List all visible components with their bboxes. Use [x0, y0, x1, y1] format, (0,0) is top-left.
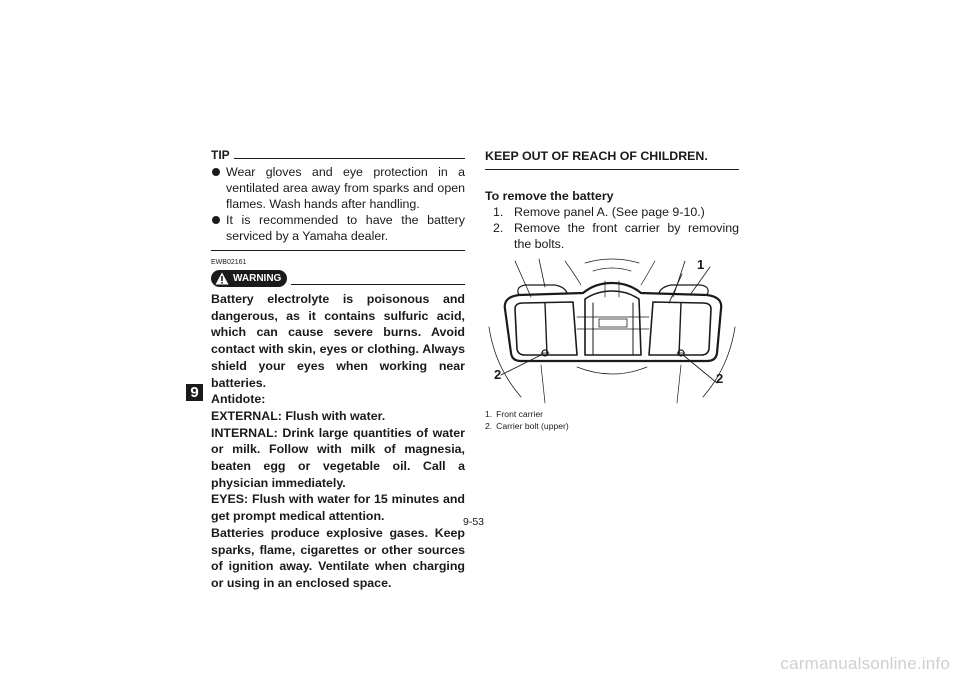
warning-label: WARNING [233, 273, 282, 284]
procedure-steps [485, 204, 739, 252]
left-column [211, 148, 465, 592]
warning-heading [211, 270, 465, 287]
warning-badge [211, 270, 287, 287]
caption-item [485, 408, 739, 420]
tip-bullet-text: It is recommended to have the battery serviced by a Yamaha dealer. [226, 213, 465, 243]
warning-paragraph: Batteries produce explosive gases. Keep sparks, flame, cigarettes or other sources of ignition away. Ventilate when charging or using in an enclosed space. [211, 525, 465, 590]
procedure-step [485, 220, 739, 252]
callout-carrier-bolt-right: 2 [716, 371, 724, 386]
warning-rule [291, 284, 465, 285]
warning-paragraph: EYES: Flush with water for 15 minutes and get prompt medical attention. [211, 492, 465, 524]
warning-paragraph: Battery electrolyte is poisonous and dangerous, as it contains sulfuric acid, which can cause severe burns. Avoid contact with skin, eyes or clothing. Always shield your eyes when working near batteries. [211, 292, 465, 390]
chapter-tab: 9 [186, 384, 203, 401]
warning-triangle-icon [215, 272, 229, 285]
warning-paragraph: EXTERNAL: Flush with water. [211, 408, 386, 423]
step-text: Remove panel A. (See page 9-10.) [514, 205, 705, 219]
step-number: 2. [493, 221, 504, 235]
page-number: 9-53 [463, 516, 485, 528]
callout-front-carrier: 1 [697, 257, 705, 272]
warning-paragraph: INTERNAL: Drink large quantities of water or milk. Follow with milk of magnesia, beaten egg or vegetable oil. Call a physician immediately. [211, 425, 465, 490]
tip-bullet [211, 212, 465, 244]
tip-heading [211, 148, 465, 162]
right-column [485, 148, 739, 432]
callout-carrier-bolt-left: 2 [494, 367, 502, 382]
caption-item [485, 420, 739, 432]
caption-text: Carrier bolt (upper) [496, 421, 569, 431]
procedure-step [485, 204, 739, 220]
tip-end-rule [211, 250, 465, 251]
warning-continued: KEEP OUT OF REACH OF CHILDREN. [485, 148, 739, 170]
step-number: 1. [493, 205, 504, 219]
tip-bullet [211, 164, 465, 212]
bullet-dot-icon [212, 168, 220, 176]
tip-bullet-text: Wear gloves and eye protection in a ventilated area away from sparks and open flames. Wash hands after handling. [226, 165, 465, 211]
step-text: Remove the front carrier by removing the bolts. [514, 221, 739, 251]
caption-text: Front carrier [496, 409, 543, 419]
warning-code: EWB02161 [211, 259, 247, 266]
tip-rule [234, 158, 465, 159]
procedure-title: To remove the battery [485, 189, 614, 203]
tip-list [211, 164, 465, 244]
bullet-dot-icon [212, 216, 220, 224]
tip-label: TIP [211, 148, 230, 162]
illustration-captions [485, 408, 739, 432]
front-carrier-illustration [485, 257, 739, 405]
warning-body [211, 291, 465, 592]
caption-number: 1. [485, 409, 493, 419]
watermark: carmanualsonline.info [780, 654, 950, 673]
warning-paragraph: Antidote: [211, 392, 266, 407]
front-carrier-drawing [485, 257, 739, 405]
caption-number: 2. [485, 421, 493, 431]
